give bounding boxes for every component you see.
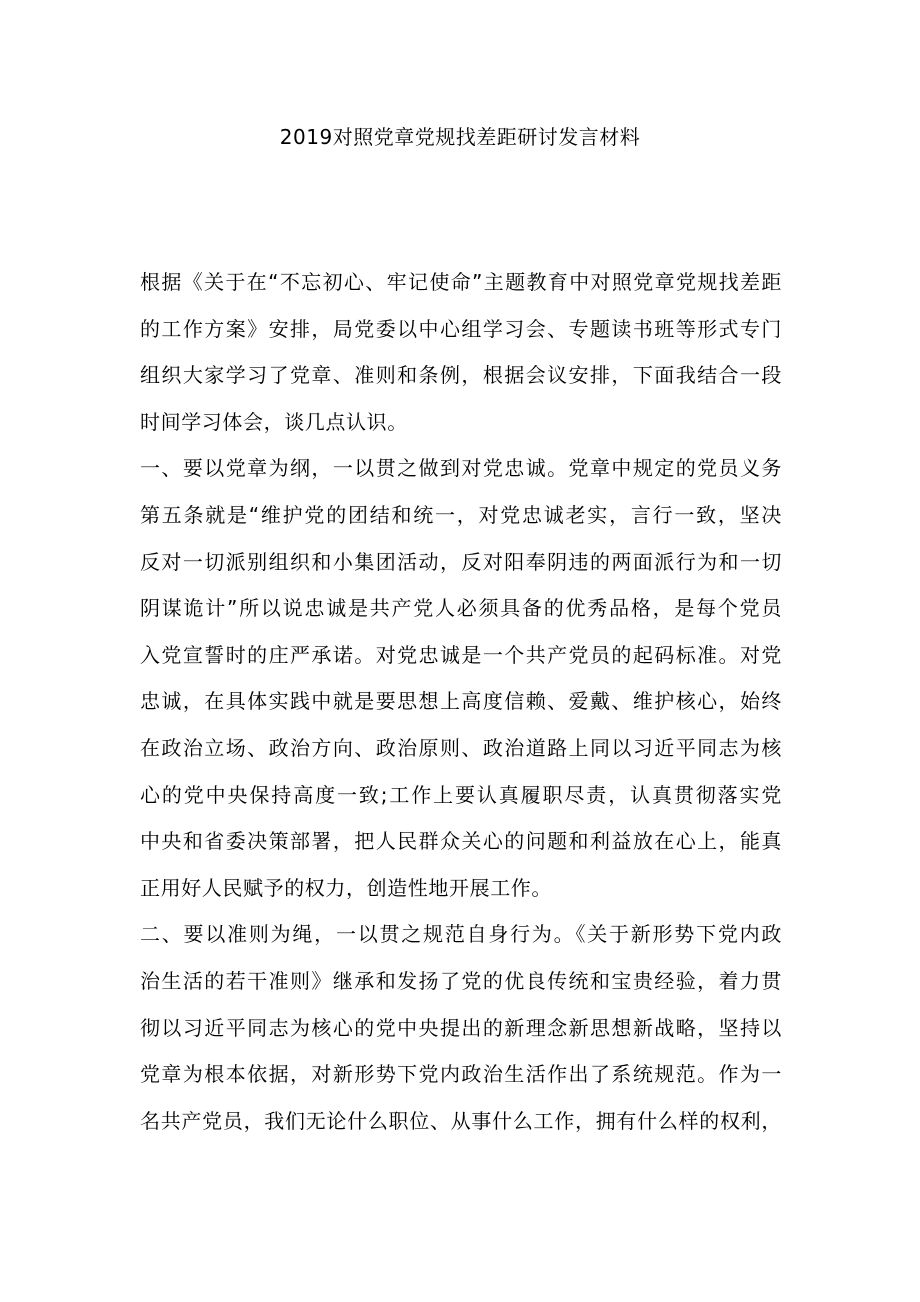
paragraph-intro	[140, 266, 782, 438]
text-line: 正用好人民赋予的权力，创造性地开展工作。	[140, 875, 552, 900]
text-line: 的工作方案》安排，局党委以中心组学习会、专题读书班等形式专门	[140, 316, 782, 341]
text-line: 反对一切派别组织和小集团活动，反对阳奉阴违的两面派行为和一切	[140, 549, 782, 574]
text-line: 治生活的若干准则》继承和发扬了党的优良传统和宝贵经验，着力贯	[140, 968, 782, 993]
text-line: 阴谋诡计”所以说忠诚是共产党人必须具备的优秀品格，是每个党员	[140, 596, 782, 621]
paragraph-section-one	[140, 452, 782, 903]
document-body	[140, 266, 782, 1151]
text-line: 心的党中央保持高度一致;工作上要认真履职尽责，认真贯彻落实党	[140, 782, 782, 807]
text-line: 彻以习近平同志为核心的党中央提出的新理念新思想新战略，坚持以	[140, 1015, 782, 1040]
text-line: 中央和省委决策部署，把人民群众关心的问题和利益放在心上，能真	[140, 829, 782, 854]
text-line: 时间学习体会，谈几点认识。	[140, 409, 408, 434]
paragraph-section-two	[140, 918, 782, 1136]
text-line: 第五条就是“维护党的团结和统一，对党忠诚老实，言行一致，坚决	[140, 502, 782, 527]
text-line: 在政治立场、政治方向、政治原则、政治道路上同以习近平同志为核	[140, 735, 782, 760]
text-line: 一、要以党章为纲，一以贯之做到对党忠诚。党章中规定的党员义务	[140, 456, 782, 481]
text-line: 组织大家学习了党章、准则和条例，根据会议安排，下面我结合一段	[140, 363, 782, 388]
document-title: 2019对照党章党规找差距研讨发言材料	[279, 125, 641, 149]
text-line: 根据《关于在“不忘初心、牢记使命”主题教育中对照党章党规找差距	[140, 270, 782, 294]
text-line: 忠诚，在具体实践中就是要思想上高度信赖、爱戴、维护核心，始终	[140, 689, 782, 714]
text-line: 党章为根本依据，对新形势下党内政治生活作出了系统规范。作为一	[140, 1062, 782, 1087]
text-line: 入党宣誓时的庄严承诺。对党忠诚是一个共产党员的起码标准。对党	[140, 642, 782, 667]
text-line: 二、要以准则为绳，一以贯之规范自身行为。《关于新形势下党内政	[140, 922, 782, 947]
text-line: 名共产党员，我们无论什么职位、从事什么工作，拥有什么样的权利，	[140, 1108, 782, 1133]
